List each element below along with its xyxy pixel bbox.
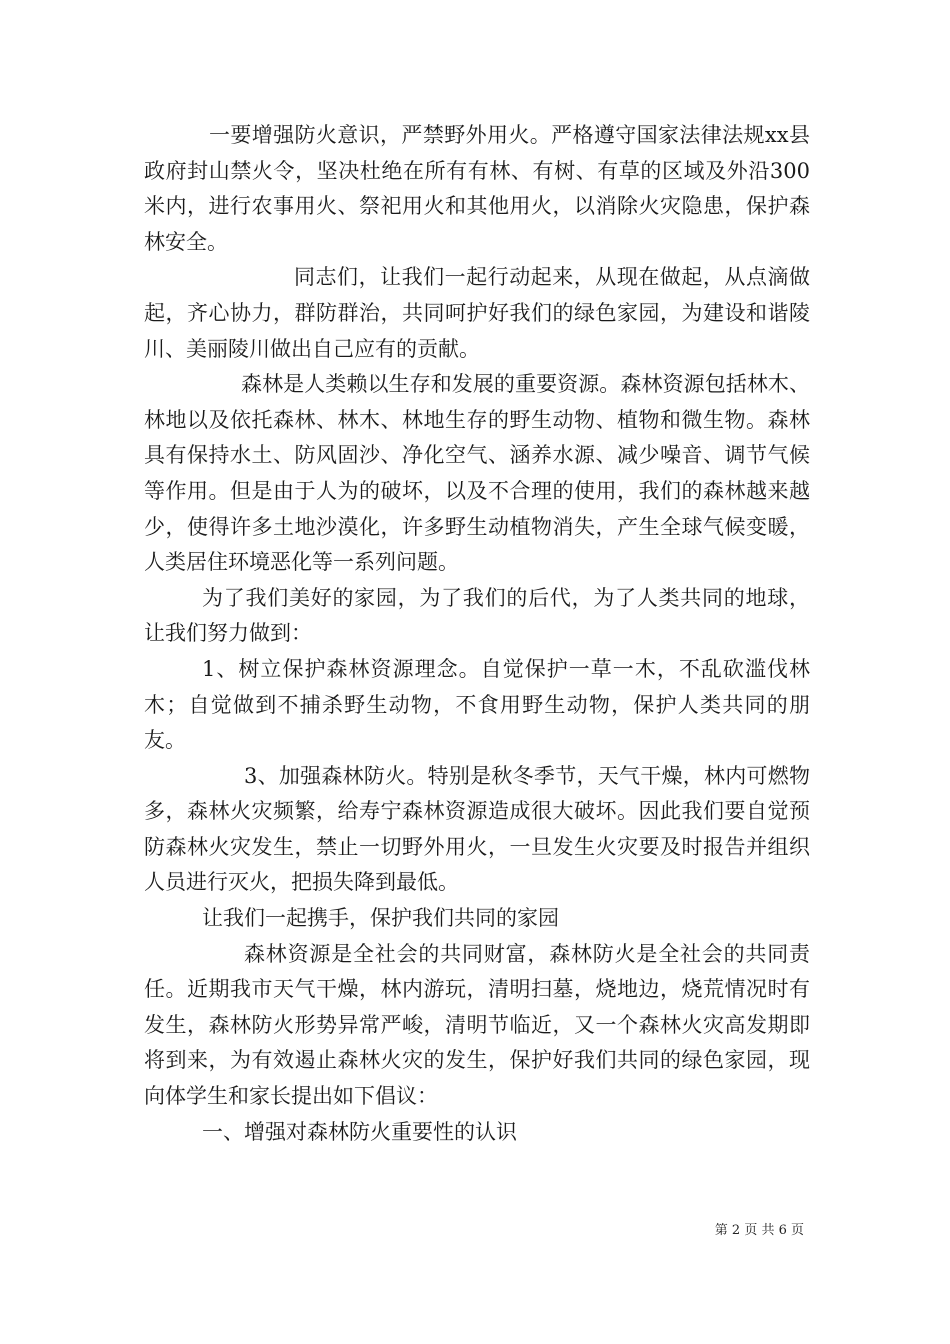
page-number-footer: 第 2 页 共 6 页 [714, 1223, 804, 1238]
paragraph-item-1: 1、树立保护森林资源理念。自觉保护一草一木，不乱砍滥伐林木；自觉做到不捕杀野生动物，不食用野生动物，保护人类共同的朋友。 [144, 656, 810, 753]
paragraph-initiative: 森林资源是全社会的共同财富，森林防火是全社会的共同责任。近期我市天气干燥，林内游玩，清明扫墓，烧地边，烧荒情况时有发生，森林防火形势异常严峻，清明节临近，又一个森林火灾高发期即将到来，为有效遏止森林火灾的发生，保护好我们共同的绿色家园，现向体学生和家长提出如下倡议： [144, 941, 810, 1109]
paragraph-join-hands: 让我们一起携手，保护我们共同的家园 [202, 906, 559, 931]
document-body [144, 118, 810, 1150]
paragraph-heading-one: 一、增强对森林防火重要性的认识 [202, 1119, 517, 1144]
paragraph-forest-resources: 森林是人类赖以生存和发展的重要资源。森林资源包括林木、林地以及依托森林、林木、林地生存的野生动物、植物和微生物。森林具有保持水土、防风固沙、净化空气、涵养水源、减少噪音、调节气候等作用。但是由于人为的破坏，以及不合理的使用，我们的森林越来越少，使得许多土地沙漠化，许多野生动植物消失，产生全球气候变暖，人类居住环境恶化等一系列问题。 [144, 372, 810, 575]
paragraph-fire-awareness: 一要增强防火意识，严禁野外用火。严格遵守国家法律法规xx县政府封山禁火令，坚决杜绝在所有有林、有树、有草的区域及外沿300米内，进行农事用火、祭祀用火和其他用火，以消除火灾隐患，保护森林安全。 [144, 123, 810, 254]
paragraph-item-3: 3、加强森林防火。特别是秋冬季节，天气干燥，林内可燃物多，森林火灾频繁，给寿宁森林资源造成很大破坏。因此我们要自觉预防森林火灾发生，禁止一切野外用火，一旦发生火灾要及时报告并组织人员进行灭火，把损失降到最低。 [144, 763, 810, 895]
paragraph-for-our-home: 为了我们美好的家园，为了我们的后代，为了人类共同的地球，让我们努力做到： [144, 585, 810, 646]
paragraph-comrades-action: 同志们，让我们一起行动起来，从现在做起，从点滴做起，齐心协力，群防群治，共同呵护好我们的绿色家园，为建设和谐陵川、美丽陵川做出自己应有的贡献。 [144, 265, 810, 361]
